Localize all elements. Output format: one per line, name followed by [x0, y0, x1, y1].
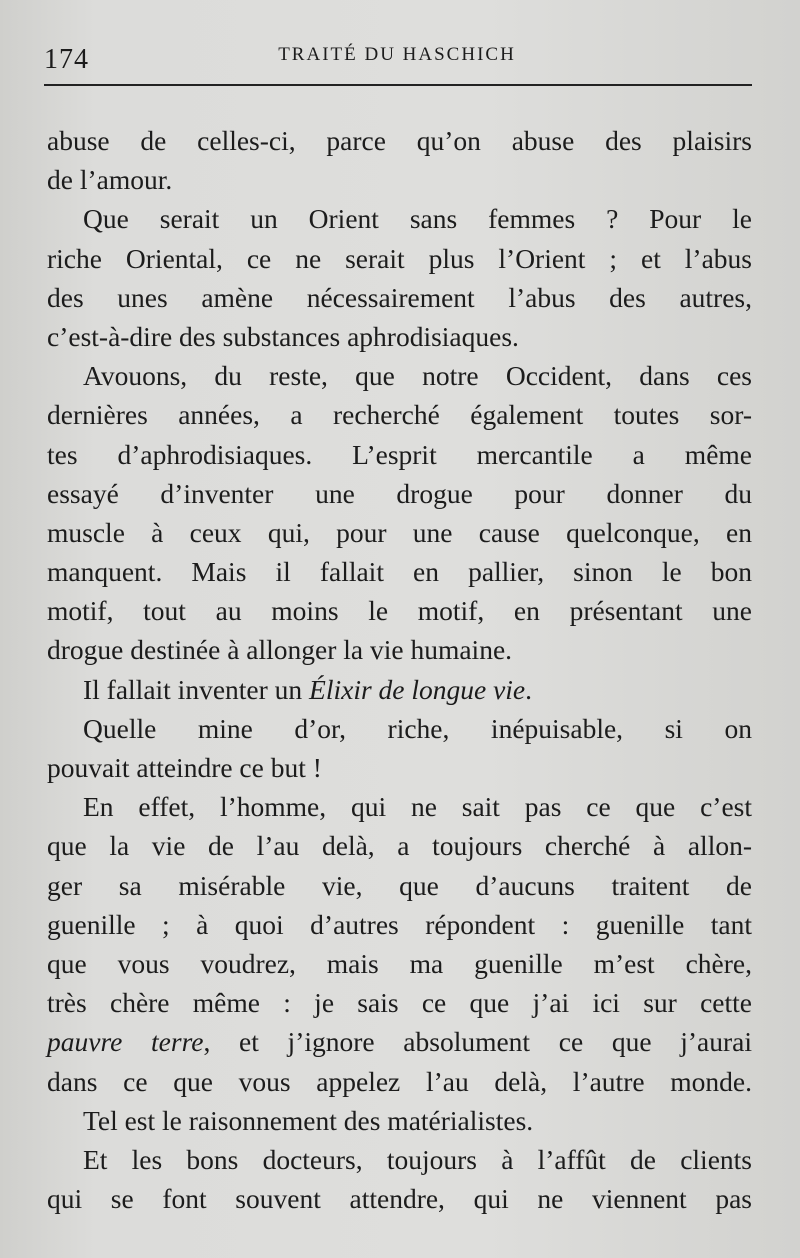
text-line: pouvait atteindre ce but ! [47, 752, 322, 783]
text-line: motif, tout au moins le motif, en présentant une [47, 595, 752, 627]
text-line: guenille ; à quoi d’autres répondent : guenille tant [47, 908, 752, 940]
header-rule [44, 84, 752, 86]
text-line: Et les bons docteurs, toujours à l’affût de clients [83, 1143, 752, 1175]
text-line: Que serait un Orient sans femmes ? Pour le [83, 203, 752, 235]
italic-phrase: Élixir de longue vie [309, 673, 526, 705]
text-line: dernières années, a recherché également toutes sor- [47, 399, 752, 431]
text-line: c’est-à-dire des substances aphrodisiaques. [47, 320, 519, 352]
body-text [47, 121, 752, 1218]
text-line: essayé d’inventer une drogue pour donner du [47, 477, 752, 509]
text-line: dans ce que vous appelez l’au delà, l’autre monde. [47, 1065, 752, 1097]
page-header [44, 38, 750, 90]
text-line: des unes amène nécessairement l’abus des autres, [47, 281, 752, 313]
page-number: 174 [44, 44, 89, 75]
text-line: Quelle mine d’or, riche, inépuisable, si on [83, 712, 752, 744]
text-line: que vous voudrez, mais ma guenille m’est chère, [47, 947, 752, 979]
text-line [47, 1022, 752, 1061]
text-line: drogue destinée à allonger la vie humaine. [47, 634, 513, 666]
running-title: TRAITÉ DU HASCHICH [278, 44, 516, 65]
text-segment: Il fallait inventer un [83, 673, 310, 705]
text-line: abuse de celles-ci, parce qu’on abuse des plaisirs [47, 125, 752, 156]
text-segment: , et j’ignore absolument ce que j’aurai [203, 1026, 753, 1058]
text-line: tes d’aphrodisiaques. L’esprit mercantile a même [47, 438, 752, 470]
text-line: qui se font souvent attendre, qui ne viennent pas [47, 1183, 752, 1215]
text-line: Tel est le raisonnement des matérialistes. [83, 1104, 534, 1136]
text-line: En effet, l’homme, qui ne sait pas ce que c’est [83, 791, 752, 823]
text-segment: . [525, 673, 533, 705]
italic-phrase: pauvre terre [47, 1026, 204, 1058]
text-line: riche Oriental, ce ne serait plus l’Orient ; et l’abus [47, 242, 752, 274]
text-line: muscle à ceux qui, pour une cause quelconque, en [47, 516, 752, 548]
text-line: que la vie de l’au delà, a toujours cherché à allon- [47, 830, 752, 862]
text-line: de l’amour. [47, 164, 173, 196]
text-line: très chère même : je sais ce que j’ai ici sur cette [47, 987, 752, 1019]
text-line: manquent. Mais il fallait en pallier, sinon le bon [47, 556, 752, 588]
text-line [47, 670, 752, 709]
text-line: Avouons, du reste, que notre Occident, dans ces [83, 360, 752, 392]
text-line: ger sa misérable vie, que d’aucuns traitent de [47, 869, 752, 901]
